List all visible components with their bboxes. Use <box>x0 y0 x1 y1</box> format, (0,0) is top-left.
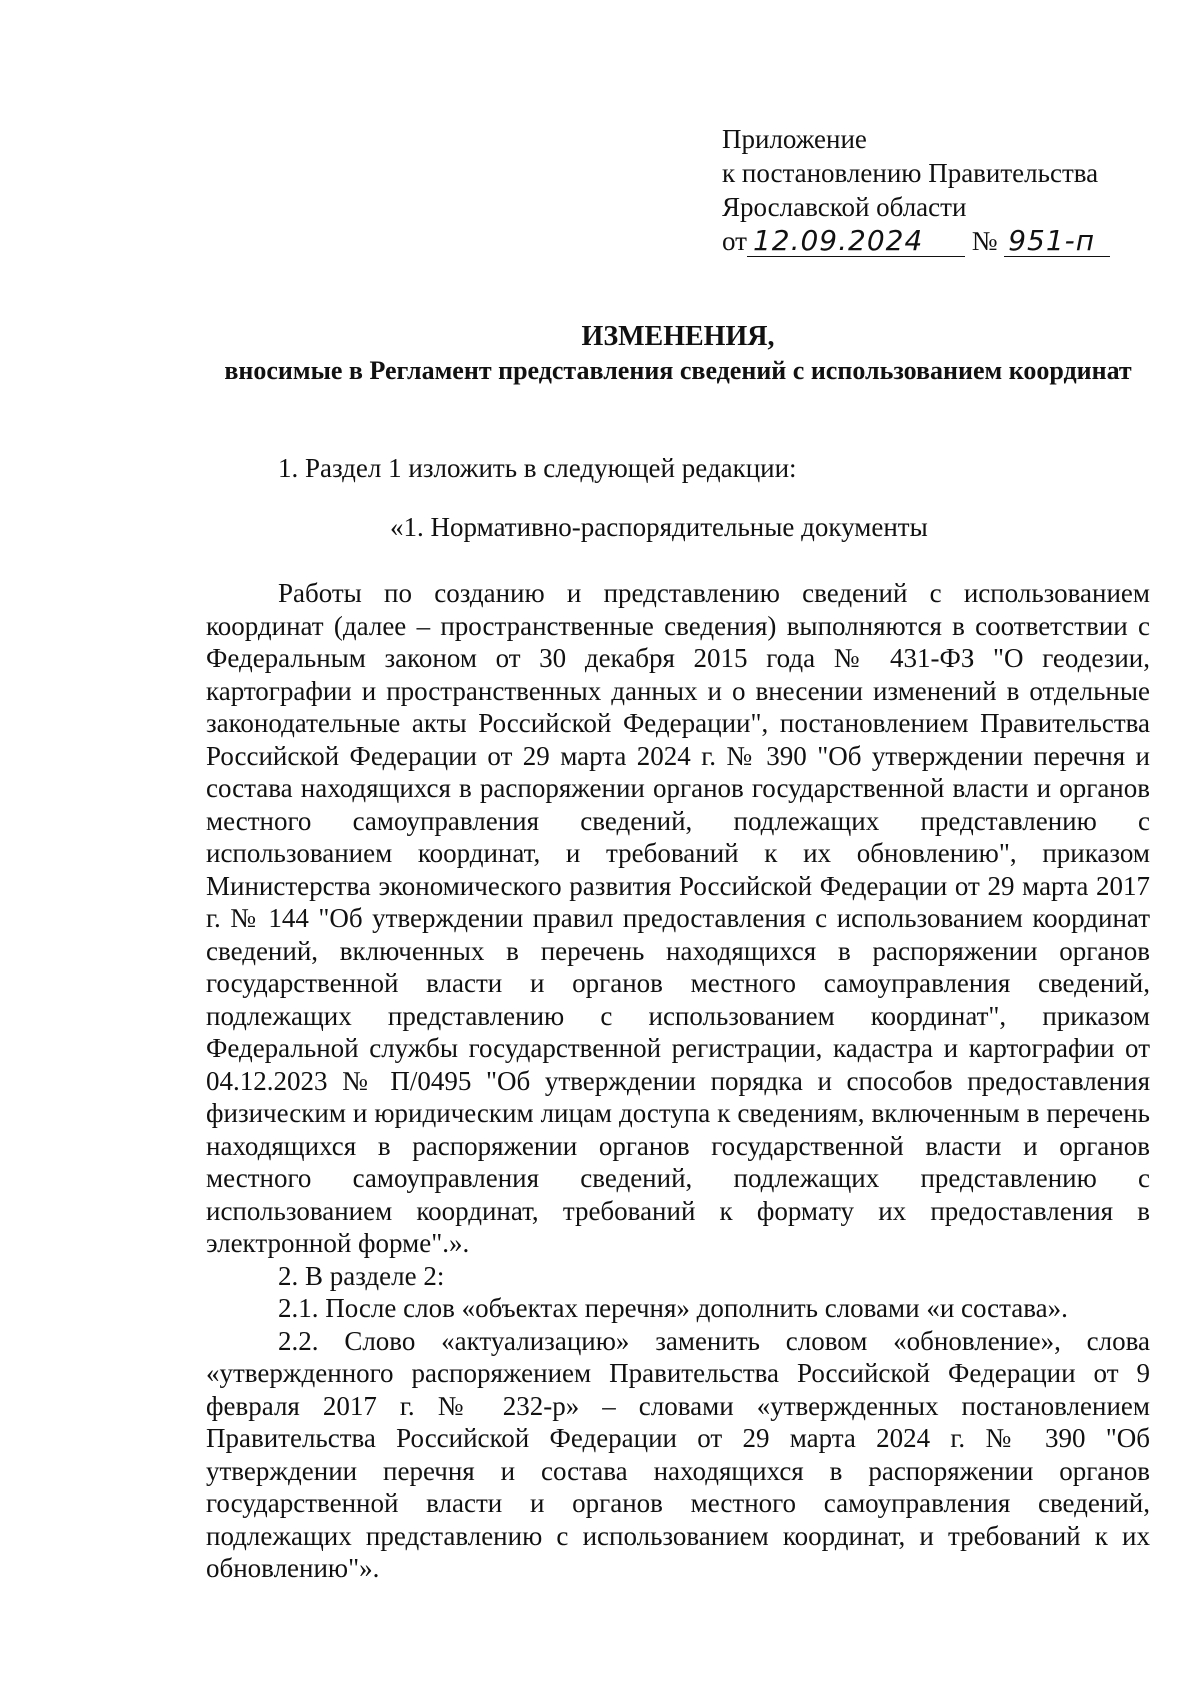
date-prefix: от <box>722 226 747 256</box>
appendix-line-2: к постановлению Правительства <box>722 158 1099 188</box>
main-paragraph: Работы по созданию и представлению сведений с использованием координат (далее – пространственные сведения) выполняются в соответствии с Федеральным законом от 30 декабря 2015 года № 431-ФЗ "О геодезии, картографии и пространственных данных и о внесении изменений в отдельные законодательные акты Российской Федерации", постановлением Правительства Российской Федерации от 29 марта 2024 г. № 390 "Об утверждении перечня и состава находящихся в распоряжении органов государственной власти и органов местного самоуправления сведений, подлежащих представлению с использованием координат, и требований к их обновлению", приказом Министерства экономического развития Российской Федерации от 29 марта 2017 г. № 144 "Об утверждении правил предоставления с использованием координат сведений, включенных в перечень находящихся в распоряжении органов государственной власти и органов местного самоуправления сведений, подлежащих представлению с использованием координат", приказом Федеральной службы государственной регистрации, кадастра и картографии от 04.12.2023 № П/0495 "Об утверждении порядка и способов предоставления физическим и юридическим лицам доступа к сведениям, включенным в перечень находящихся в распоряжении органов государственной власти и органов местного самоуправления сведений, подлежащих представлению с использованием координат, требований к формату их предоставления в электронной форме".». <box>206 578 1150 1258</box>
item-2-2: 2.2. Слово «актуализацию» заменить словом «обновление», слова «утвержденного распоряжением Правительства Российской Федерации от 9 февраля 2017 г. № 232-р» – словами «утвержденных постановлением Правительства Российской Федерации от 29 марта 2024 г. № 390 "Об утверждении перечня и состава находящихся в распоряжении органов государственной власти и органов местного самоуправления сведений, подлежащих представлению с использованием координат, и требований к их обновлению"». <box>206 1325 1150 1583</box>
handwritten-date: 12.09.2024 <box>747 226 965 257</box>
appendix-date-number-line <box>722 224 1162 258</box>
appendix-line-1: Приложение <box>722 124 867 154</box>
item-2-1: 2.1. После слов «объектах перечня» дополнить словами «и состава». <box>278 1293 1068 1323</box>
item-2: 2. В разделе 2: <box>278 1260 445 1291</box>
title-main: ИЗМЕНЕНИЯ, <box>581 321 775 352</box>
section-heading: «1. Нормативно-распорядительные документы <box>390 511 928 542</box>
appendix-stamp <box>722 122 1162 258</box>
handwritten-number: 951-п <box>1004 226 1110 257</box>
appendix-line-3: Ярославской области <box>722 192 967 222</box>
number-prefix: № <box>971 226 998 256</box>
document-title <box>208 320 1148 388</box>
document-body <box>206 452 1150 1585</box>
title-subtitle: вносимые в Регламент представления сведений с использованием координат <box>224 356 1132 385</box>
item-1: 1. Раздел 1 изложить в следующей редакции: <box>278 453 797 483</box>
